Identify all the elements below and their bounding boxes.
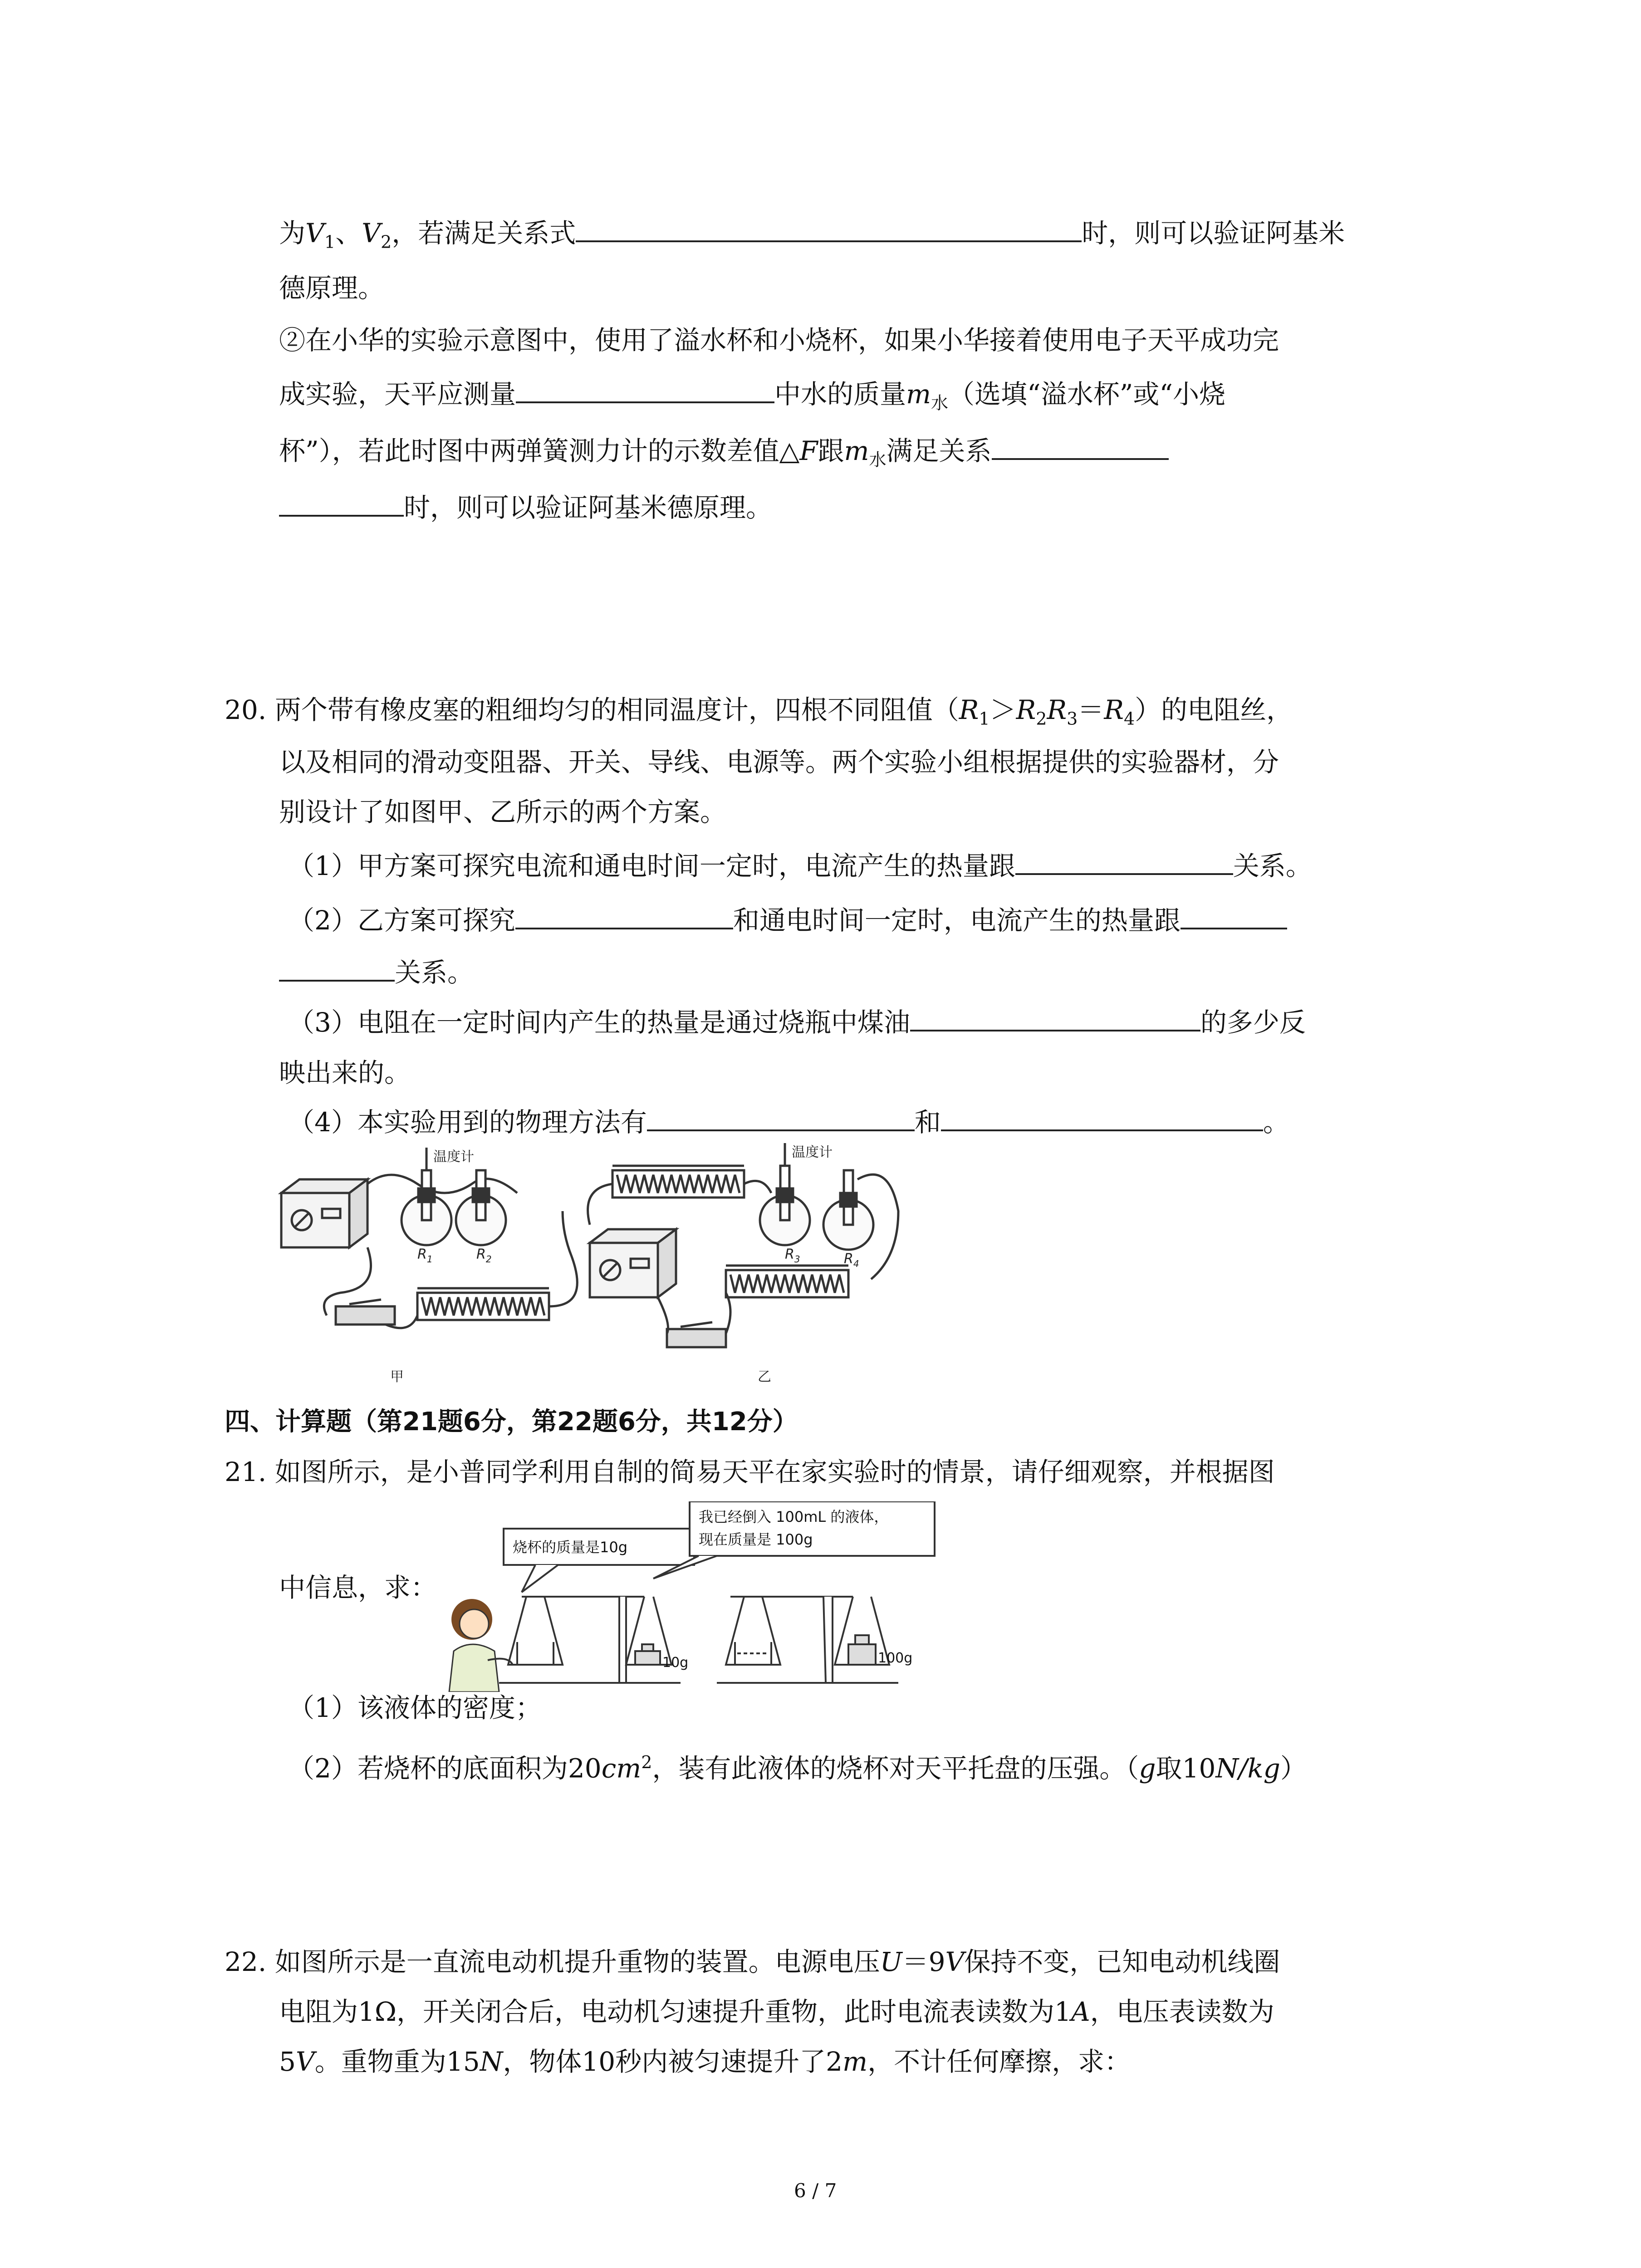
q19-line2: 德原理。 <box>279 273 385 303</box>
wire <box>744 1181 771 1193</box>
wire <box>367 1175 517 1193</box>
q22-line3: 5V。重物重为15N，物体10秒内被匀速提升了2m，不计任何摩擦，求： <box>279 2046 1131 2077</box>
resistor-label: $R_3$ <box>785 1246 800 1265</box>
q22-line1: 22. 如图所示是一直流电动机提升重物的装置。电源电压U＝9V保持不变，已知电动机线圈 <box>225 1946 1280 1977</box>
svg-text:现在质量是 100g: 现在质量是 100g <box>699 1531 813 1548</box>
q19-line4: 成实验，天平应测量 中水的质量$m_水$（选填“溢水杯”或“小烧 <box>279 374 1225 421</box>
q21-balance-figure <box>445 1501 957 1692</box>
answer-blank[interactable] <box>516 374 774 403</box>
q20-circuit-figure <box>272 1143 907 1388</box>
page-number: 6 / 7 <box>794 2180 837 2202</box>
q20-line2: 以及相同的滑动变阻器、开关、导线、电源等。两个实验小组根据提供的实验器材，分 <box>279 747 1279 777</box>
q21-part1: （1）该液体的密度； <box>288 1692 542 1723</box>
q19-line1: 为$V_1$、$V_2$，若满足关系式 时，则可以验证阿基米 <box>279 213 1345 260</box>
answer-blank[interactable] <box>941 1102 1263 1131</box>
resistor-label: $R_1$ <box>417 1246 433 1265</box>
q19-line3: ②在小华的实验示意图中，使用了溢水杯和小烧杯，如果小华接着使用电子天平成功完 <box>279 325 1279 356</box>
svg-text:我已经倒入 100mL 的液体，: 我已经倒入 100mL 的液体， <box>699 1508 889 1525</box>
q21-line2: 中信息，求： <box>279 1572 437 1603</box>
svg-text:烧杯的质量是10g: 烧杯的质量是10g <box>513 1539 628 1556</box>
weight-label: 100g <box>878 1650 913 1666</box>
wire <box>588 1184 612 1225</box>
q20-part4: （4）本实验用到的物理方法有 和 。 <box>288 1102 1289 1140</box>
figure-label-yi: 乙 <box>758 1369 771 1385</box>
answer-blank[interactable] <box>992 431 1169 460</box>
q20-part3: （3）电阻在一定时间内产生的热量是通过烧瓶中煤油 的多少反 <box>288 1002 1306 1041</box>
q20-part3-cont: 映出来的。 <box>279 1057 411 1088</box>
weight-label: 10g <box>662 1655 689 1671</box>
q20-line1: 20. 两个带有橡皮塞的粗细均匀的相同温度计，四根不同阻值$(R_1>R_2R_3=R_4)$的电阻丝， <box>225 694 1293 729</box>
thermometer-label: 温度计 <box>433 1149 474 1165</box>
resistor-label: $R_4$ <box>844 1251 859 1269</box>
answer-blank[interactable] <box>1181 900 1287 929</box>
switch <box>667 1329 726 1347</box>
q20-line3: 别设计了如图甲、乙所示的两个方案。 <box>279 797 727 827</box>
figure-label-jia: 甲 <box>390 1369 404 1385</box>
q20-part1: （1）甲方案可探究电流和通电时间一定时，电流产生的热量跟 关系。 <box>288 846 1312 884</box>
wire <box>549 1211 577 1306</box>
answer-blank[interactable] <box>515 900 733 929</box>
answer-blank[interactable] <box>647 1102 915 1131</box>
section-heading: 四、计算题（第21题6分，第22题6分，共12分） <box>225 1407 798 1437</box>
q20-part2-cont: 关系。 <box>279 953 474 991</box>
resistor-label: $R_2$ <box>476 1246 492 1265</box>
answer-blank[interactable] <box>576 213 1082 242</box>
switch <box>336 1306 395 1325</box>
q19-line6: 时，则可以验证阿基米德原理。 <box>279 488 772 526</box>
thermometer-label: 温度计 <box>792 1144 833 1160</box>
answer-blank[interactable] <box>279 953 395 982</box>
answer-blank[interactable] <box>279 488 404 517</box>
q20-part2: （2）乙方案可探究 和通电时间一定时，电流产生的热量跟 <box>288 900 1287 938</box>
student-figure <box>449 1599 513 1692</box>
q22-line2: 电阻为1Ω，开关闭合后，电动机匀速提升重物，此时电流表读数为1A，电压表读数为 <box>279 1996 1274 2027</box>
q21-part2: （2）若烧杯的底面积为$20cm^2$，装有此液体的烧杯对天平托盘的压强。（g取10N/kg） <box>288 1752 1307 1784</box>
q19-line5: 杯”），若此时图中两弹簧测力计的示数差值△F跟$m_水$满足关系 <box>279 431 1169 478</box>
q21-line1: 21. 如图所示，是小普同学利用自制的简易天平在家实验时的情景，请仔细观察，并根据图 <box>225 1457 1275 1487</box>
answer-blank[interactable] <box>1015 846 1233 875</box>
answer-blank[interactable] <box>910 1002 1200 1031</box>
wire <box>726 1293 730 1334</box>
